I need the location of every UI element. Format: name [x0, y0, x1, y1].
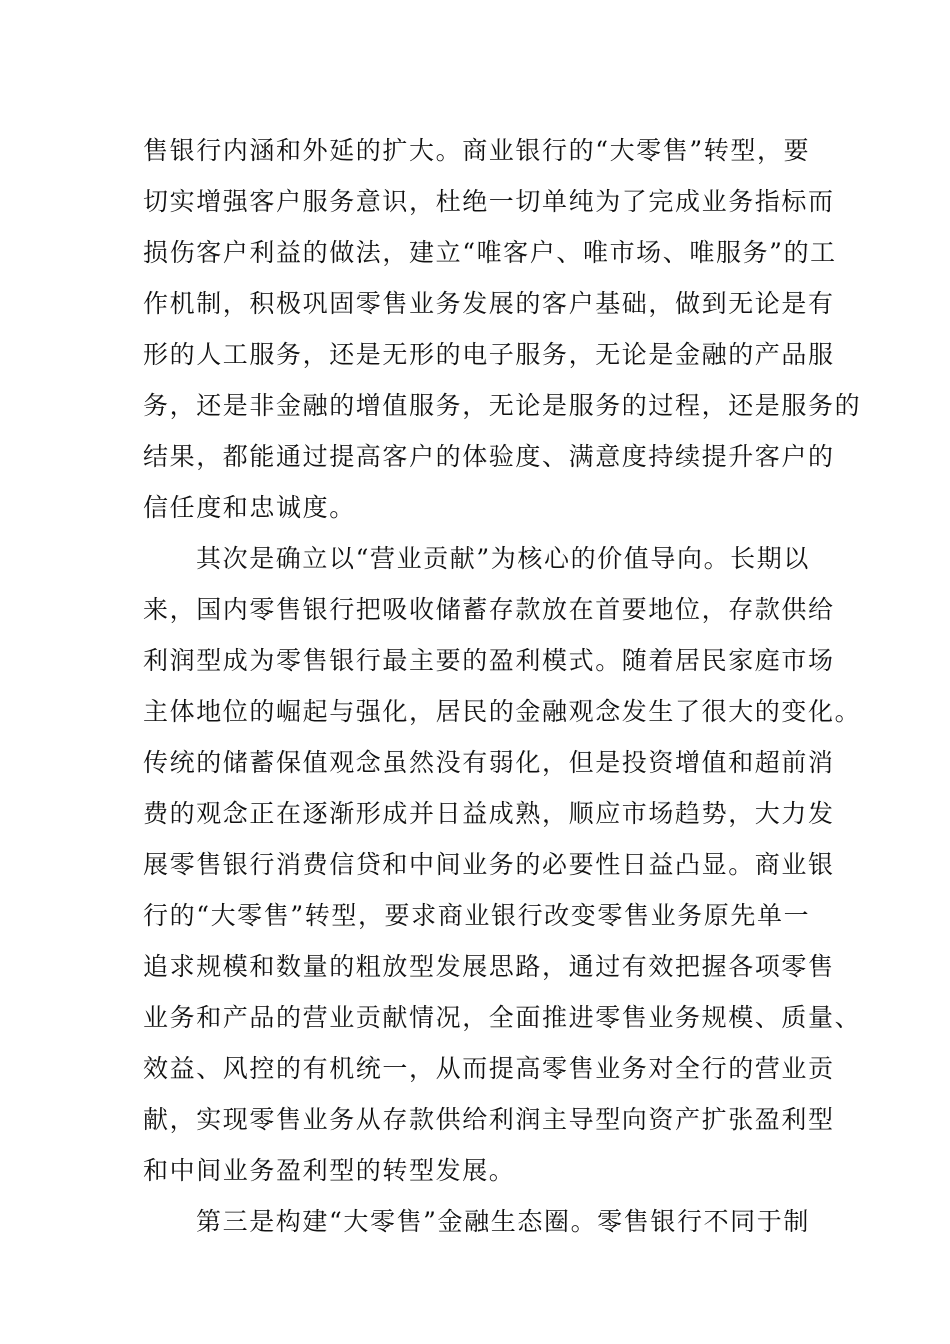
text-line: 展零售银行消费信贷和中间业务的必要性日益凸显。商业银	[143, 850, 835, 879]
text-line: 费的观念正在逐渐形成并日益成熟，顺应市场趋势，大力发	[143, 799, 835, 828]
text-line: 作机制，积极巩固零售业务发展的客户基础，做到无论是有	[143, 289, 835, 318]
text-line: 业务和产品的营业贡献情况，全面推进零售业务规模、质量、	[143, 1003, 862, 1032]
text-line: 来，国内零售银行把吸收储蓄存款放在首要地位，存款供给	[143, 595, 835, 624]
text-line: 和中间业务盈利型的转型发展。	[143, 1156, 516, 1185]
text-line: 行的“大零售”转型，要求商业银行改变零售业务原先单一	[143, 901, 811, 930]
text-line: 形的人工服务，还是无形的电子服务，无论是金融的产品服	[143, 340, 835, 369]
text-line: 利润型成为零售银行最主要的盈利模式。随着居民家庭市场	[143, 646, 835, 675]
text-line: 追求规模和数量的粗放型发展思路，通过有效把握各项零售	[143, 952, 835, 981]
text-line: 切实增强客户服务意识，杜绝一切单纯为了完成业务指标而	[143, 187, 835, 216]
text-line: 结果，都能通过提高客户的体验度、满意度持续提升客户的	[143, 442, 835, 471]
text-line: 务，还是非金融的增值服务，无论是服务的过程，还是服务的	[143, 391, 862, 420]
text-line: 效益、风控的有机统一，从而提高零售业务对全行的营业贡	[143, 1054, 835, 1083]
text-line: 信任度和忠诚度。	[143, 493, 356, 522]
text-line: 传统的储蓄保值观念虽然没有弱化，但是投资增值和超前消	[143, 748, 835, 777]
paragraph-first-line: 其次是确立以“营业贡献”为核心的价值导向。长期以	[196, 544, 810, 573]
text-line: 主体地位的崛起与强化，居民的金融观念发生了很大的变化。	[143, 697, 862, 726]
text-line: 损伤客户利益的做法，建立“唯客户、唯市场、唯服务”的工	[143, 238, 837, 267]
paragraph-first-line: 第三是构建“大零售”金融生态圈。零售银行不同于制	[196, 1207, 810, 1236]
text-line: 献，实现零售业务从存款供给利润主导型向资产扩张盈利型	[143, 1105, 835, 1134]
text-line: 售银行内涵和外延的扩大。商业银行的“大零售”转型，要	[143, 136, 811, 165]
